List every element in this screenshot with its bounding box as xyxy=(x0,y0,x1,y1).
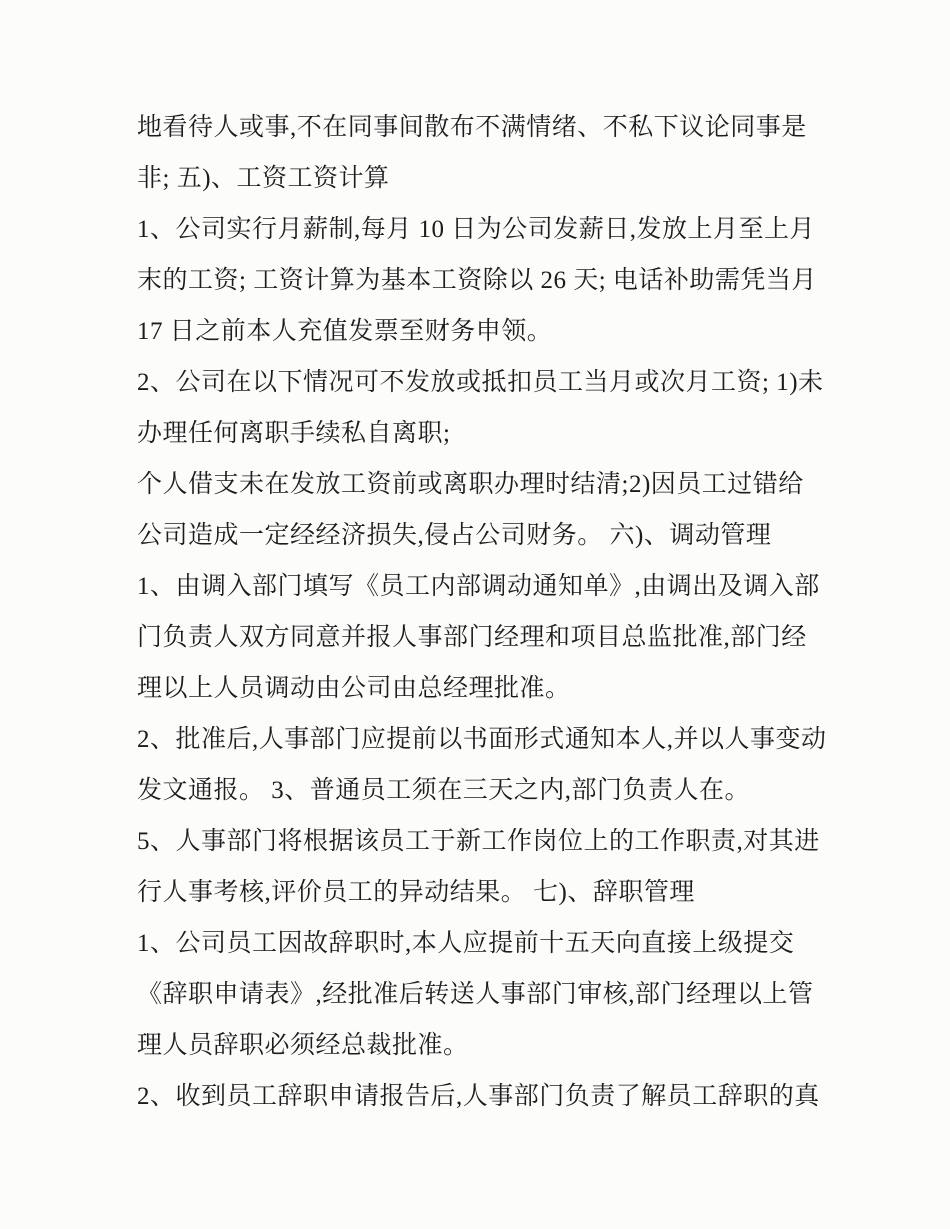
text-line: 非; 五)、工资工资计算 xyxy=(137,165,390,192)
text-line: 2、公司在以下情况可不发放或抵扣员工当月或次月工资; 1)未 xyxy=(137,369,824,396)
text-line: 行人事考核,评价员工的异动结果。 七)、辞职管理 xyxy=(137,879,695,906)
text-line: 5、人事部门将根据该员工于新工作岗位上的工作职责,对其进 xyxy=(137,828,820,855)
text-line: 1、由调入部门填写《员工内部调动通知单》,由调出及调入部 xyxy=(137,573,820,600)
text-line: 1、公司员工因故辞职时,本人应提前十五天向直接上级提交 xyxy=(137,930,795,957)
text-line: 2、收到员工辞职申请报告后,人事部门负责了解员工辞职的真 xyxy=(137,1083,820,1110)
text-line: 1、公司实行月薪制,每月 10 日为公司发薪日,发放上月至上月 xyxy=(137,216,816,243)
text-line: 末的工资; 工资计算为基本工资除以 26 天; 电话补助需凭当月 xyxy=(137,267,817,294)
text-line: 理以上人员调动由公司由总经理批准。 xyxy=(137,675,571,702)
text-line: 发文通报。 3、普通员工须在三天之内,部门负责人在。 xyxy=(137,777,751,804)
text-line: 2、批准后,人事部门应提前以书面形式通知本人,并以人事变动 xyxy=(137,726,827,753)
text-line: 理人员辞职必须经总裁批准。 xyxy=(137,1032,469,1059)
text-line: 办理任何离职手续私自离职; xyxy=(137,420,451,447)
text-line: 门负责人双方同意并报人事部门经理和项目总监批准,部门经 xyxy=(137,624,807,651)
text-line: 地看待人或事,不在同事间散布不满情绪、不私下议论同事是 xyxy=(137,114,807,141)
text-line: 公司造成一定经经济损失,侵占公司财务。 六)、调动管理 xyxy=(137,522,772,549)
text-line: 《辞职申请表》,经批准后转送人事部门审核,部门经理以上管 xyxy=(137,981,814,1008)
text-line: 个人借支未在发放工资前或离职办理时结清;2)因员工过错给 xyxy=(137,471,804,498)
text-line: 17 日之前本人充值发票至财务申领。 xyxy=(137,318,553,345)
